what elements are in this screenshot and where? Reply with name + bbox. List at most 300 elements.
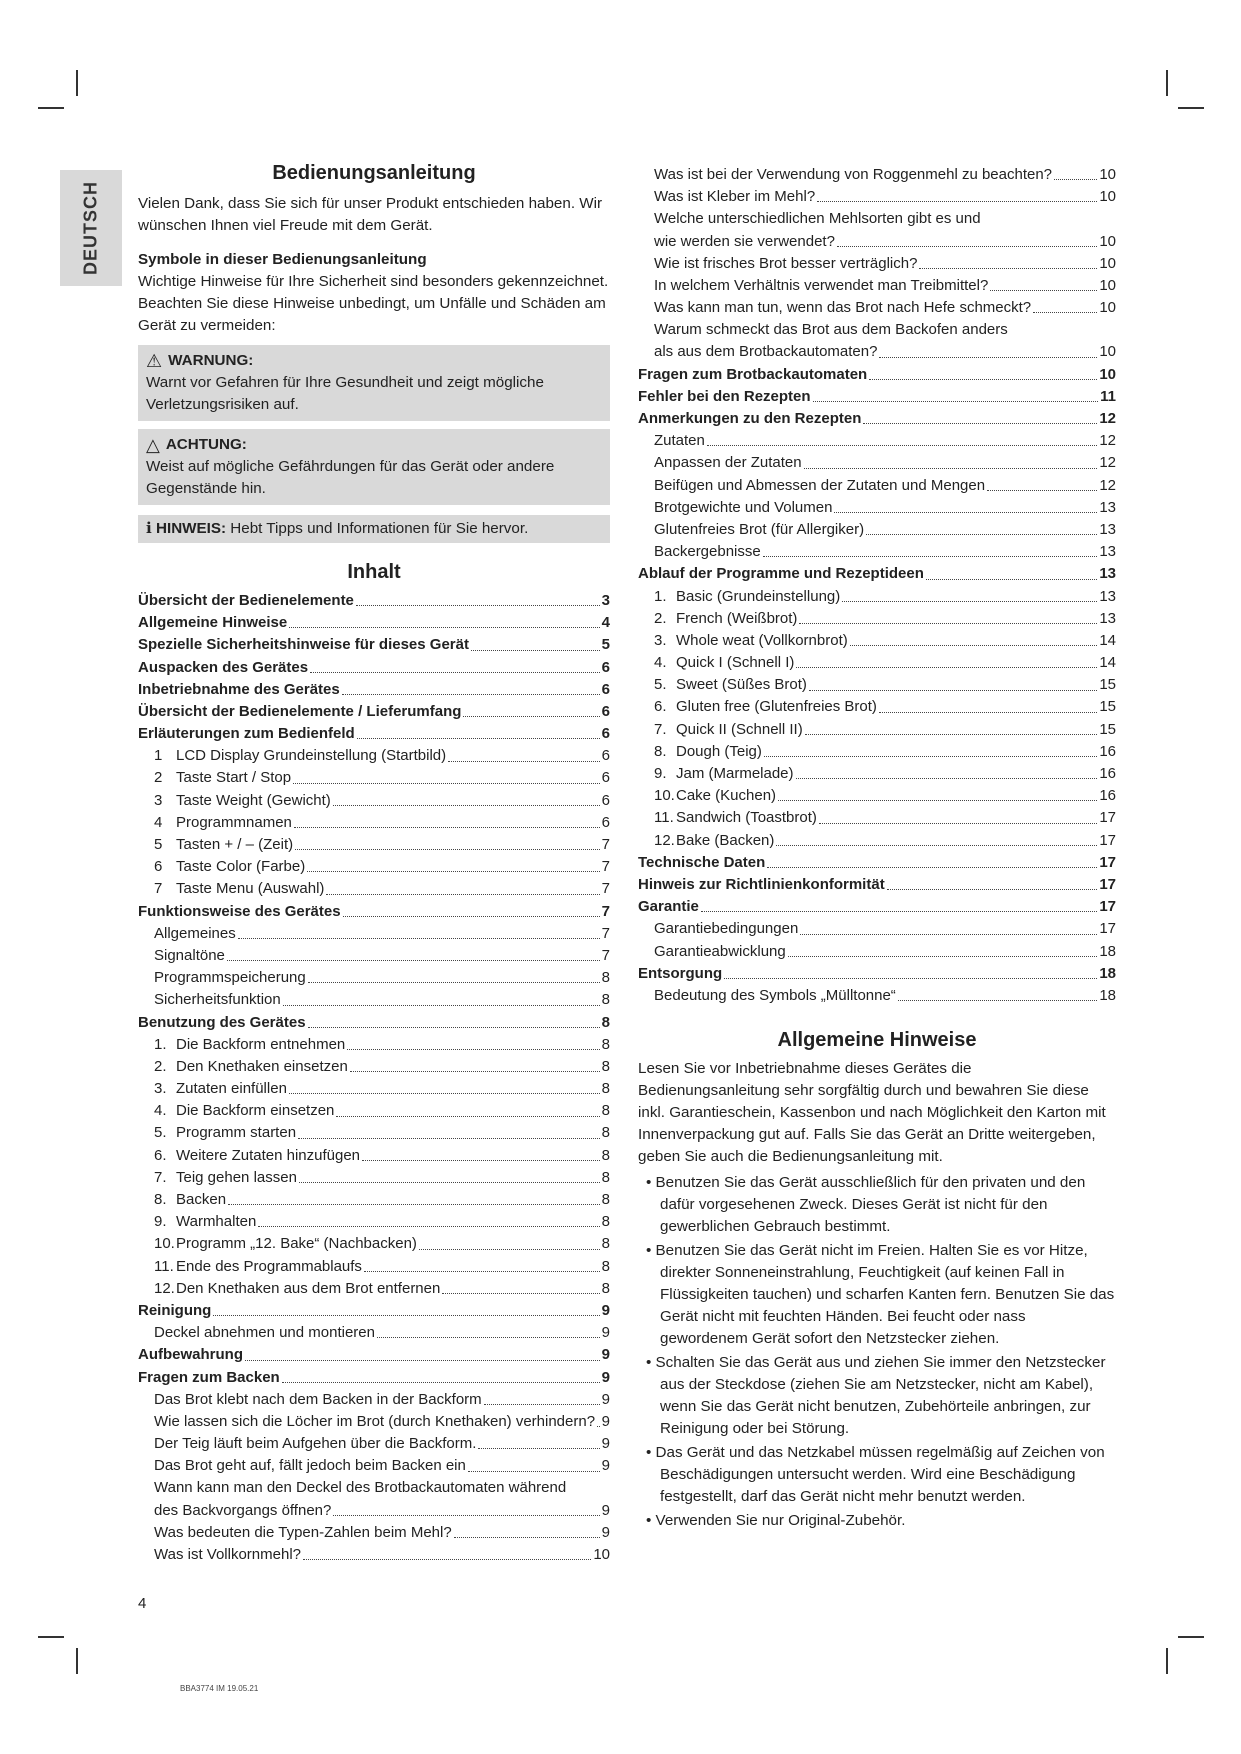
toc-entry-title <box>654 452 802 474</box>
toc-page-number: 8 <box>601 991 610 1009</box>
toc-entry[interactable] <box>638 852 1116 874</box>
toc-entry-title <box>138 701 461 723</box>
toc-entry-title <box>654 674 807 696</box>
toc-entry-text: Garantiebedingungen <box>654 920 799 938</box>
toc-entry-text: Sweet (Süßes Brot) <box>676 676 807 694</box>
toc-page-number: 8 <box>601 1235 610 1253</box>
toc-entry[interactable] <box>138 1433 610 1455</box>
toc-entry[interactable] <box>638 319 1116 341</box>
toc-page-number: 15 <box>1099 698 1116 716</box>
toc-page-number: 10 <box>1099 276 1116 294</box>
toc-entry[interactable] <box>638 918 1116 940</box>
toc-entry-text: Fragen zum Brotbackautomaten <box>638 365 868 383</box>
bullet-icon: • <box>646 1512 656 1530</box>
toc-entry-title <box>154 878 324 900</box>
toc-entry[interactable] <box>138 812 610 834</box>
toc-leader <box>898 1000 1098 1001</box>
toc-entry[interactable] <box>638 519 1116 541</box>
toc-entry[interactable] <box>638 785 1116 807</box>
toc-page-number: 16 <box>1099 742 1116 760</box>
toc-entry[interactable] <box>138 901 610 923</box>
toc-leader <box>342 694 600 695</box>
toc-entry-title <box>654 519 864 541</box>
toc-entry[interactable] <box>638 697 1116 719</box>
toc-entry-text: Funktionsweise des Gerätes <box>138 902 341 920</box>
toc-entry[interactable] <box>138 723 610 745</box>
toc-entry-text: Sicherheitsfunktion <box>154 991 281 1009</box>
toc-leader <box>364 1271 600 1272</box>
toc-page-number: 16 <box>1099 765 1116 783</box>
toc-entry-number: 6. <box>654 698 667 716</box>
toc-page-number: 7 <box>601 902 610 920</box>
toc-leader <box>1054 179 1097 180</box>
toc-leader <box>295 849 600 850</box>
toc-entry-title <box>138 1344 243 1366</box>
toc-entry-title <box>154 856 305 878</box>
toc-leader <box>987 490 1097 491</box>
toc-page-number: 8 <box>601 1168 610 1186</box>
crop-mark <box>1178 107 1204 109</box>
toc-page-number: 8 <box>601 1257 610 1275</box>
toc-entry-title <box>154 767 291 789</box>
toc-entry-number: 11. <box>154 1257 174 1275</box>
toc-page-number: 18 <box>1099 942 1116 960</box>
toc-entry-text: Backen <box>176 1191 227 1209</box>
toc-entry[interactable] <box>638 475 1116 497</box>
toc-entry-title <box>654 231 835 253</box>
toc-entry[interactable] <box>638 541 1116 563</box>
toc-entry-title <box>154 1411 595 1433</box>
toc-leader <box>258 1226 599 1227</box>
toc-entry[interactable] <box>638 231 1116 253</box>
toc-entry-title <box>654 319 1008 341</box>
toc-page-number: 8 <box>601 1146 610 1164</box>
toc-entry-text: Backergebnisse <box>654 543 761 561</box>
toc-entry[interactable] <box>638 586 1116 608</box>
toc-leader <box>310 672 600 673</box>
toc-entry[interactable] <box>638 763 1116 785</box>
toc-entry[interactable] <box>138 834 610 856</box>
toc-entry-text: Hinweis zur Richtlinienkonformität <box>638 875 885 893</box>
toc-entry[interactable] <box>638 386 1116 408</box>
toc-entry-title <box>638 408 861 430</box>
toc-leader <box>850 645 1098 646</box>
toc-entry[interactable] <box>638 674 1116 696</box>
toc-page-number: 12 <box>1099 432 1116 450</box>
toc-entry[interactable] <box>138 1189 610 1211</box>
toc-entry[interactable] <box>638 563 1116 585</box>
toc-leader <box>419 1249 600 1250</box>
bullet-item <box>638 1510 1116 1532</box>
toc-entry-text: Warmhalten <box>176 1213 257 1231</box>
toc-entry[interactable] <box>638 430 1116 452</box>
toc-entry-text: Allgemeine Hinweise <box>138 614 288 632</box>
toc-entry-text: Allgemeines <box>154 924 236 942</box>
warning-triangle-icon: ⚠ <box>146 351 163 371</box>
toc-entry-title <box>654 652 794 674</box>
toc-page-number: 8 <box>601 1124 610 1142</box>
toc-entry[interactable] <box>138 657 610 679</box>
language-tab-label: DEUTSCH <box>80 180 101 276</box>
toc-leader <box>333 805 600 806</box>
toc-entry[interactable] <box>138 1544 610 1566</box>
toc-entry[interactable] <box>138 745 610 767</box>
toc-entry[interactable] <box>638 364 1116 386</box>
caution-triangle-icon: △ <box>146 435 160 455</box>
toc-page-number: 10 <box>1099 232 1116 250</box>
toc-entry-title <box>654 741 762 763</box>
toc-entry[interactable] <box>138 1411 610 1433</box>
toc-page-number: 6 <box>601 813 610 831</box>
toc-entry[interactable] <box>138 1100 610 1122</box>
toc-page-number: 5 <box>601 636 610 654</box>
bullet-text: Verwenden Sie nur Original-Zubehör. <box>655 1512 906 1530</box>
toc-entry-number: 12. <box>154 1279 175 1297</box>
toc-entry-number: 3. <box>154 1080 167 1098</box>
toc-entry-number: 3. <box>654 631 667 649</box>
crop-mark <box>1166 1648 1168 1674</box>
toc-entry-title <box>154 945 225 967</box>
toc-entry-text: Zutaten <box>654 432 705 450</box>
toc-right <box>638 164 1116 1007</box>
toc-entry-text: Den Knethaken einsetzen <box>176 1057 348 1075</box>
warning-text: Warnt vor Gefahren für Ihre Gesundheit und zeigt mögliche Verletzungsrisiken auf. <box>146 374 544 413</box>
toc-leader <box>869 379 1097 380</box>
toc-entry[interactable] <box>138 612 610 634</box>
toc-entry[interactable] <box>138 679 610 701</box>
toc-page-number: 16 <box>1099 787 1116 805</box>
toc-entry[interactable] <box>138 1211 610 1233</box>
caution-text: Weist auf mögliche Gefährdungen für das Gerät oder andere Gegenstände hin. <box>146 458 555 497</box>
toc-page-number: 13 <box>1099 609 1116 627</box>
toc-entry[interactable] <box>138 1278 610 1300</box>
toc-leader <box>228 1204 600 1205</box>
toc-entry-number: 6. <box>154 1146 167 1164</box>
toc-entry-title <box>654 630 848 652</box>
toc-entry-title <box>638 364 867 386</box>
toc-entry-title <box>654 164 1052 186</box>
toc-entry[interactable] <box>138 1056 610 1078</box>
toc-entry[interactable] <box>638 186 1116 208</box>
toc-entry-title <box>154 790 331 812</box>
toc-entry-text: Was ist bei der Verwendung von Roggenmehl zu beachten? <box>654 165 1053 183</box>
caution-box <box>138 429 610 505</box>
toc-leader <box>778 800 1097 801</box>
toc-page-number: 8 <box>601 1057 610 1075</box>
toc-entry-title <box>154 1389 482 1411</box>
toc-entry[interactable] <box>638 208 1116 230</box>
toc-page-number: 9 <box>601 1501 610 1519</box>
toc-entry-text: Anmerkungen zu den Rezepten <box>638 410 862 428</box>
toc-entry[interactable] <box>138 1322 610 1344</box>
toc-leader <box>308 982 600 983</box>
toc-leader <box>1033 312 1097 313</box>
toc-entry-number: 2. <box>154 1057 167 1075</box>
toc-page-number: 10 <box>1099 299 1116 317</box>
toc-entry[interactable] <box>638 874 1116 896</box>
toc-entry[interactable] <box>638 719 1116 741</box>
toc-entry-title <box>154 1477 566 1499</box>
toc-page-number: 10 <box>1099 343 1116 361</box>
toc-leader <box>990 290 1097 291</box>
toc-leader <box>809 690 1097 691</box>
toc-entry[interactable] <box>638 408 1116 430</box>
toc-entry[interactable] <box>138 923 610 945</box>
toc-entry-number: 5. <box>154 1124 167 1142</box>
info-icon: ℹ <box>146 520 152 537</box>
toc-entry[interactable] <box>638 452 1116 474</box>
toc-entry-text: Deckel abnehmen und montieren <box>154 1324 375 1342</box>
toc-entry[interactable] <box>138 1012 610 1034</box>
toc-page-number: 8 <box>601 969 610 987</box>
toc-entry[interactable] <box>138 1344 610 1366</box>
toc-entry-text: Brotgewichte und Volumen <box>654 498 833 516</box>
toc-entry[interactable] <box>638 941 1116 963</box>
toc-entry[interactable] <box>138 1123 610 1145</box>
toc-entry[interactable] <box>638 275 1116 297</box>
toc-entry-text: als aus dem Brotbackautomaten? <box>654 343 878 361</box>
toc-entry[interactable] <box>638 985 1116 1007</box>
toc-entry-title <box>154 1167 297 1189</box>
toc-entry[interactable] <box>638 497 1116 519</box>
toc-entry-text: Übersicht der Bedienelemente / Lieferumfang <box>138 702 462 720</box>
toc-entry-number: 8. <box>654 742 667 760</box>
symbols-text: Wichtige Hinweise für Ihre Sicherheit sind besonders gekennzeichnet. Beachten Sie diese Hinweise unbedingt, um Unfälle und Schäden am Gerät zu vermeiden: <box>138 273 609 334</box>
toc-entry-title <box>154 1433 476 1455</box>
toc-leader <box>356 605 600 606</box>
toc-entry[interactable] <box>138 1500 610 1522</box>
toc-page-number: 7 <box>601 880 610 898</box>
toc-page-number: 13 <box>1099 587 1116 605</box>
toc-page-number: 18 <box>1099 986 1116 1004</box>
toc-entry-title <box>654 297 1031 319</box>
toc-leader <box>763 556 1098 557</box>
toc-leader <box>227 960 600 961</box>
toc-entry[interactable] <box>138 1145 610 1167</box>
toc-entry[interactable] <box>138 1522 610 1544</box>
toc-entry-text: Programmspeicherung <box>154 969 306 987</box>
toc-entry-number: 2 <box>154 769 163 787</box>
toc-page-number: 15 <box>1099 720 1116 738</box>
toc-entry[interactable] <box>138 989 610 1011</box>
toc-entry-text: French (Weißbrot) <box>676 609 798 627</box>
toc-page-number: 6 <box>601 791 610 809</box>
toc-page-number: 14 <box>1099 631 1116 649</box>
toc-entry-title <box>154 1100 334 1122</box>
toc-leader <box>362 1160 600 1161</box>
toc-leader <box>308 1027 600 1028</box>
toc-leader <box>837 246 1097 247</box>
toc-entry[interactable] <box>138 1367 610 1389</box>
general-intro: Lesen Sie vor Inbetriebnahme dieses Gerätes die Bedienungsanleitung sehr sorgfältig durch und bewahren Sie diese inkl. Garantieschein, Kassenbon und nach Möglichkeit den Karton mit Innenverpackung gut auf. Falls Sie das Gerät an Dritte weitergeben, geben Sie auch die Bedienungsanleitung mit. <box>638 1060 1106 1166</box>
toc-page-number: 9 <box>601 1346 610 1364</box>
toc-leader <box>804 468 1098 469</box>
toc-entry[interactable] <box>638 342 1116 364</box>
toc-entry[interactable] <box>638 608 1116 630</box>
toc-leader <box>707 445 1097 446</box>
bullet-text: Benutzen Sie das Gerät ausschließlich für den privaten und den dafür vorgesehenen Zweck. Dieses Gerät ist nicht für den gewerblichen Gebrauch bestimmt. <box>655 1174 1086 1236</box>
toc-entry-title <box>638 963 722 985</box>
toc-entry[interactable] <box>638 963 1116 985</box>
toc-entry-title <box>638 563 924 585</box>
hint-text: Hebt Tipps und Informationen für Sie hervor. <box>230 520 529 537</box>
toc-entry-text: Sandwich (Toastbrot) <box>676 809 817 827</box>
toc-entry[interactable] <box>638 896 1116 918</box>
toc-entry-text: Reinigung <box>138 1301 212 1319</box>
toc-page-number: 7 <box>601 836 610 854</box>
toc-page-number: 8 <box>601 1213 610 1231</box>
toc-leader <box>336 1116 599 1117</box>
toc-leader <box>701 911 1097 912</box>
toc-entry[interactable] <box>638 807 1116 829</box>
toc-left <box>138 590 610 1566</box>
toc-entry-title <box>154 1322 375 1344</box>
toc-entry[interactable] <box>138 1167 610 1189</box>
toc-page-number: 7 <box>601 946 610 964</box>
toc-entry-title <box>654 785 776 807</box>
toc-entry-text: Welche unterschiedlichen Mehlsorten gibt es und <box>654 210 981 228</box>
bullet-text: Schalten Sie das Gerät aus und ziehen Sie immer den Netzstecker aus der Steckdose (ziehen Sie am Netzstecker, nicht am Kabel), wenn Sie das Gerät nicht benutzen, Zubehörteile anbringen, zur Reinigung oder bei Störung. <box>655 1354 1106 1438</box>
toc-entry-title <box>654 475 985 497</box>
toc-title: Inhalt <box>347 561 401 583</box>
page-number: 4 <box>138 1595 147 1612</box>
toc-entry[interactable] <box>638 164 1116 186</box>
toc-entry-title <box>138 590 354 612</box>
toc-entry[interactable] <box>138 768 610 790</box>
toc-entry[interactable] <box>138 590 610 612</box>
toc-entry[interactable] <box>138 701 610 723</box>
toc-entry[interactable] <box>138 1300 610 1322</box>
toc-page-number: 15 <box>1099 676 1116 694</box>
toc-entry-text: Auspacken des Gerätes <box>138 658 309 676</box>
toc-entry[interactable] <box>638 253 1116 275</box>
toc-entry-title <box>154 1278 440 1300</box>
toc-entry-title <box>654 186 815 208</box>
toc-entry-text: Bake (Backen) <box>676 831 775 849</box>
toc-leader <box>764 756 1097 757</box>
toc-entry-text: Wie ist frisches Brot besser verträglich? <box>654 254 918 272</box>
toc-entry[interactable] <box>638 630 1116 652</box>
toc-entry[interactable] <box>138 790 610 812</box>
bullet-icon: • <box>646 1242 656 1260</box>
toc-entry-title <box>154 1189 226 1211</box>
toc-entry-text: Fehler bei den Rezepten <box>638 387 811 405</box>
toc-entry[interactable] <box>138 1256 610 1278</box>
toc-entry-number: 11. <box>654 809 674 827</box>
toc-entry[interactable] <box>638 830 1116 852</box>
toc-leader <box>805 734 1098 735</box>
toc-entry[interactable] <box>138 1455 610 1477</box>
toc-entry-title <box>654 763 794 785</box>
warning-box <box>138 345 610 421</box>
toc-entry-title <box>154 812 292 834</box>
toc-entry[interactable] <box>138 856 610 878</box>
toc-entry[interactable] <box>138 634 610 656</box>
toc-leader <box>303 1559 591 1560</box>
toc-leader <box>597 1426 600 1427</box>
toc-entry-text: Erläuterungen zum Bedienfeld <box>138 725 355 743</box>
toc-entry-number: 1 <box>154 747 163 765</box>
toc-entry[interactable] <box>138 1233 610 1255</box>
toc-leader <box>879 712 1097 713</box>
toc-entry[interactable] <box>638 652 1116 674</box>
toc-leader <box>834 512 1097 513</box>
toc-entry-number: 3 <box>154 791 163 809</box>
toc-leader <box>478 1448 599 1449</box>
thanks-text: Vielen Dank, dass Sie sich für unser Produkt entschieden haben. Wir wünschen Ihnen viel Freude mit dem Gerät. <box>138 195 603 234</box>
toc-page-number: 8 <box>601 1191 610 1209</box>
toc-leader <box>796 778 1098 779</box>
toc-page-number: 17 <box>1099 898 1116 916</box>
toc-entry-title <box>654 253 917 275</box>
bullet-text: Das Gerät und das Netzkabel müssen regelmäßig auf Zeichen von Beschädigungen untersucht werden. Wird eine Beschädigung festgestellt, darf das Gerät nicht mehr benutzt werden. <box>655 1444 1105 1506</box>
toc-entry-text: Ablauf der Programme und Rezeptideen <box>638 565 924 583</box>
toc-entry-text: Quick I (Schnell I) <box>676 654 795 672</box>
crop-mark <box>76 70 78 96</box>
toc-entry-title <box>154 1034 345 1056</box>
toc-leader <box>307 871 599 872</box>
toc-entry-text: Den Knethaken aus dem Brot entfernen <box>176 1279 441 1297</box>
toc-page-number: 9 <box>601 1368 610 1386</box>
bullet-item <box>638 1442 1116 1508</box>
toc-leader <box>919 268 1097 269</box>
toc-page-number: 12 <box>1099 476 1116 494</box>
toc-entry-text: Basic (Grundeinstellung) <box>676 587 841 605</box>
toc-entry[interactable] <box>138 878 610 900</box>
toc-leader <box>289 1093 600 1094</box>
toc-entry-text: LCD Display Grundeinstellung (Startbild) <box>176 747 447 765</box>
toc-entry-text: Programmnamen <box>176 813 292 831</box>
toc-entry[interactable] <box>638 297 1116 319</box>
toc-leader <box>350 1071 600 1072</box>
toc-entry-title <box>654 985 896 1007</box>
toc-entry-text: Was kann man tun, wenn das Brot nach Hefe schmeckt? <box>654 299 1032 317</box>
toc-page-number: 11 <box>1100 387 1116 405</box>
toc-page-number: 7 <box>601 924 610 942</box>
toc-entry[interactable] <box>138 945 610 967</box>
bullet-item <box>638 1172 1116 1238</box>
toc-page-number: 9 <box>601 1412 610 1430</box>
toc-entry-title <box>138 679 340 701</box>
toc-page-number: 10 <box>1099 165 1116 183</box>
toc-page-number: 8 <box>601 1279 610 1297</box>
toc-entry-title <box>154 989 281 1011</box>
toc-entry-text: Glutenfreies Brot (für Allergiker) <box>654 520 865 538</box>
toc-leader <box>842 601 1097 602</box>
toc-leader <box>724 978 1097 979</box>
toc-entry[interactable] <box>638 741 1116 763</box>
toc-entry[interactable] <box>138 967 610 989</box>
toc-entry-title <box>154 1500 331 1522</box>
toc-entry[interactable] <box>138 1034 610 1056</box>
toc-entry-text: Weitere Zutaten hinzufügen <box>176 1146 361 1164</box>
toc-entry-title <box>654 830 774 852</box>
toc-entry[interactable] <box>138 1078 610 1100</box>
toc-entry-title <box>638 852 765 874</box>
toc-entry-title <box>154 745 446 767</box>
general-title: Allgemeine Hinweise <box>777 1029 977 1052</box>
toc-entry-text: Taste Start / Stop <box>176 769 292 787</box>
toc-entry-title <box>654 430 705 452</box>
general-bullets <box>638 1172 1116 1532</box>
toc-entry[interactable] <box>138 1478 610 1500</box>
toc-page-number: 14 <box>1099 654 1116 672</box>
toc-page-number: 13 <box>1099 520 1116 538</box>
toc-page-number: 10 <box>1099 365 1116 383</box>
caution-label: ACHTUNG: <box>165 436 247 453</box>
toc-entry[interactable] <box>138 1389 610 1411</box>
toc-entry-title <box>154 1211 256 1233</box>
